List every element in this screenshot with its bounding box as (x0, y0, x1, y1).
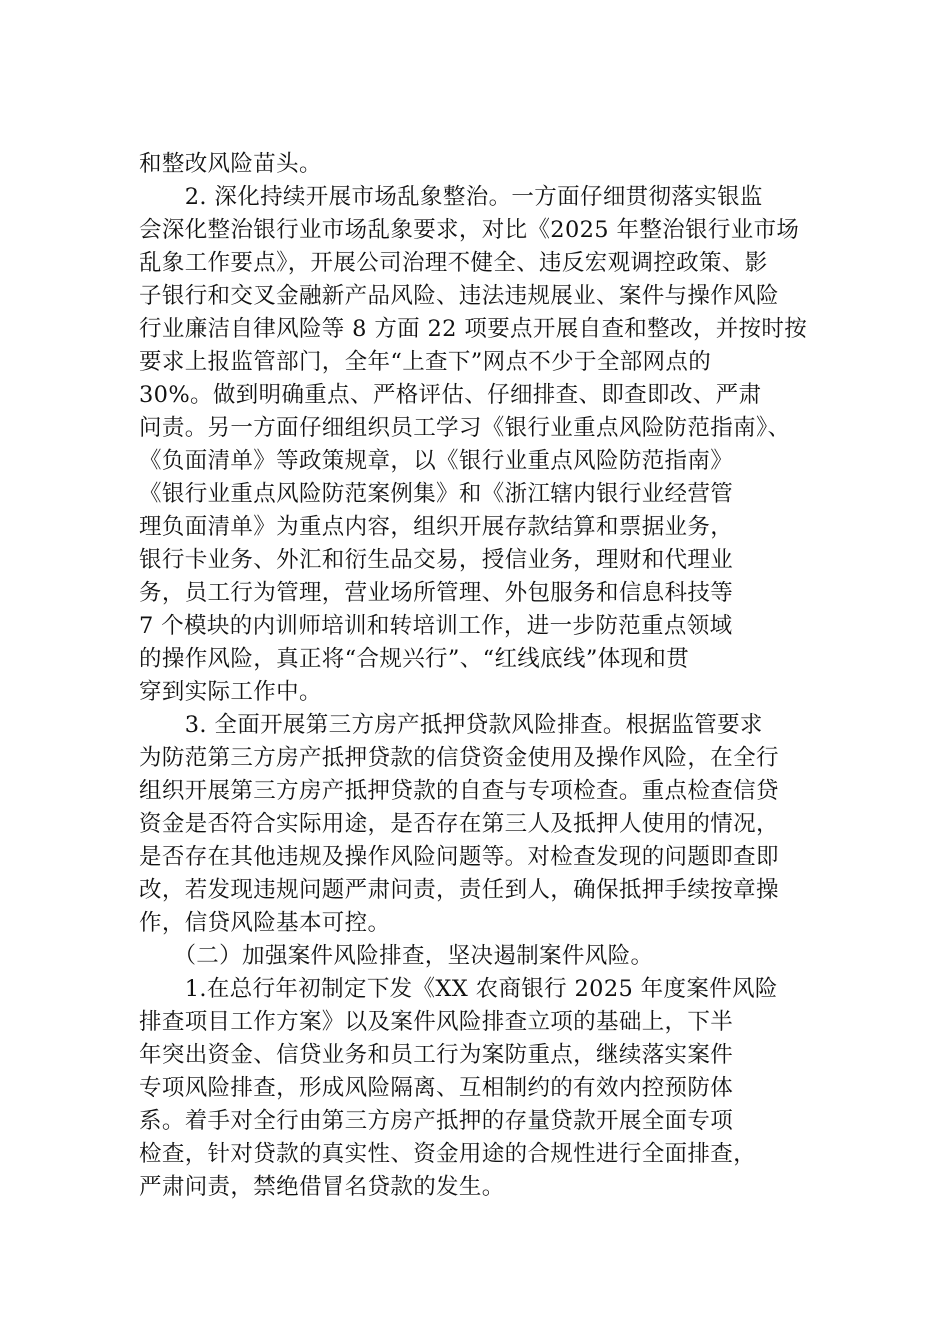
text-line: 3. 全面开展第三方房产抵押贷款风险排查。根据监管要求 (139, 712, 763, 738)
text-line: 的操作风险，真正将“合规兴行”、“红线底线”体现和贯 (139, 646, 690, 672)
text-line: 资金是否符合实际用途，是否存在第三人及抵押人使用的情况， (139, 811, 779, 837)
text-line: 排查项目工作方案》以及案件风险排查立项的基础上，下半 (139, 1009, 734, 1035)
document-body (139, 148, 815, 1204)
text-line: 严肃问责，禁绝借冒名贷款的发生。 (139, 1174, 505, 1200)
text-line: 1.在总行年初制定下发《XX 农商银行 2025 年度案件风险 (139, 976, 778, 1002)
text-line: 组织开展第三方房产抵押贷款的自查与专项检查。重点检查信贷 (139, 778, 779, 804)
text-line: 7 个模块的内训师培训和转培训工作，进一步防范重点领域 (139, 613, 733, 639)
text-line: 作，信贷风险基本可控。 (139, 910, 391, 936)
text-line: 银行卡业务、外汇和衍生品交易，授信业务，理财和代理业 (139, 547, 734, 573)
text-line: 为防范第三方房产抵押贷款的信贷资金使用及操作风险，在全行 (139, 745, 779, 771)
text-line: 改，若发现违规问题严肃问责，责任到人，确保抵押手续按章操 (139, 877, 779, 903)
text-line: 系。着手对全行由第三方房产抵押的存量贷款开展全面专项 (139, 1108, 734, 1134)
text-line: 穿到实际工作中。 (139, 679, 322, 705)
text-line: 乱象工作要点》，开展公司治理不健全、违反宏观调控政策、影 (139, 250, 768, 276)
text-line: 检查，针对贷款的真实性、资金用途的合规性进行全面排查， (139, 1141, 756, 1167)
text-line: 会深化整治银行业市场乱象要求，对比《2025 年整治银行业市场 (139, 217, 800, 243)
text-line: 务，员工行为管理，营业场所管理、外包服务和信息科技等 (139, 580, 734, 606)
section-heading: （二）加强案件风险排查，坚决遏制案件风险。 (139, 943, 654, 969)
text-line: 《负面清单》等政策规章，以《银行业重点风险防范指南》 (139, 448, 734, 474)
text-line: 理负面清单》为重点内容，组织开展存款结算和票据业务， (139, 514, 734, 540)
text-line: 专项风险排查，形成风险隔离、互相制约的有效内控预防体 (139, 1075, 734, 1101)
text-line: 子银行和交叉金融新产品风险、违法违规展业、案件与操作风险 (139, 283, 779, 309)
text-line: 要求上报监管部门，全年“上查下”网点不少于全部网点的 (139, 349, 712, 375)
text-line: 行业廉洁自律风险等 8 方面 22 项要点开展自查和整改，并按时按 (139, 316, 808, 342)
text-line: 2. 深化持续开展市场乱象整治。一方面仔细贯彻落实银监 (139, 184, 763, 210)
text-line: 《银行业重点风险防范案例集》和《浙江辖内银行业经营管 (139, 481, 734, 507)
text-line: 是否存在其他违规及操作风险问题等。对检查发现的问题即查即 (139, 844, 779, 870)
text-line: 年突出资金、信贷业务和员工行为案防重点，继续落实案件 (139, 1042, 734, 1068)
text-line: 和整改风险苗头。 (139, 151, 322, 177)
text-line: 问责。另一方面仔细组织员工学习《银行业重点风险防范指南》、 (139, 415, 791, 441)
text-line: 30%。做到明确重点、严格评估、仔细排查、即查即改、严肃 (139, 382, 762, 408)
